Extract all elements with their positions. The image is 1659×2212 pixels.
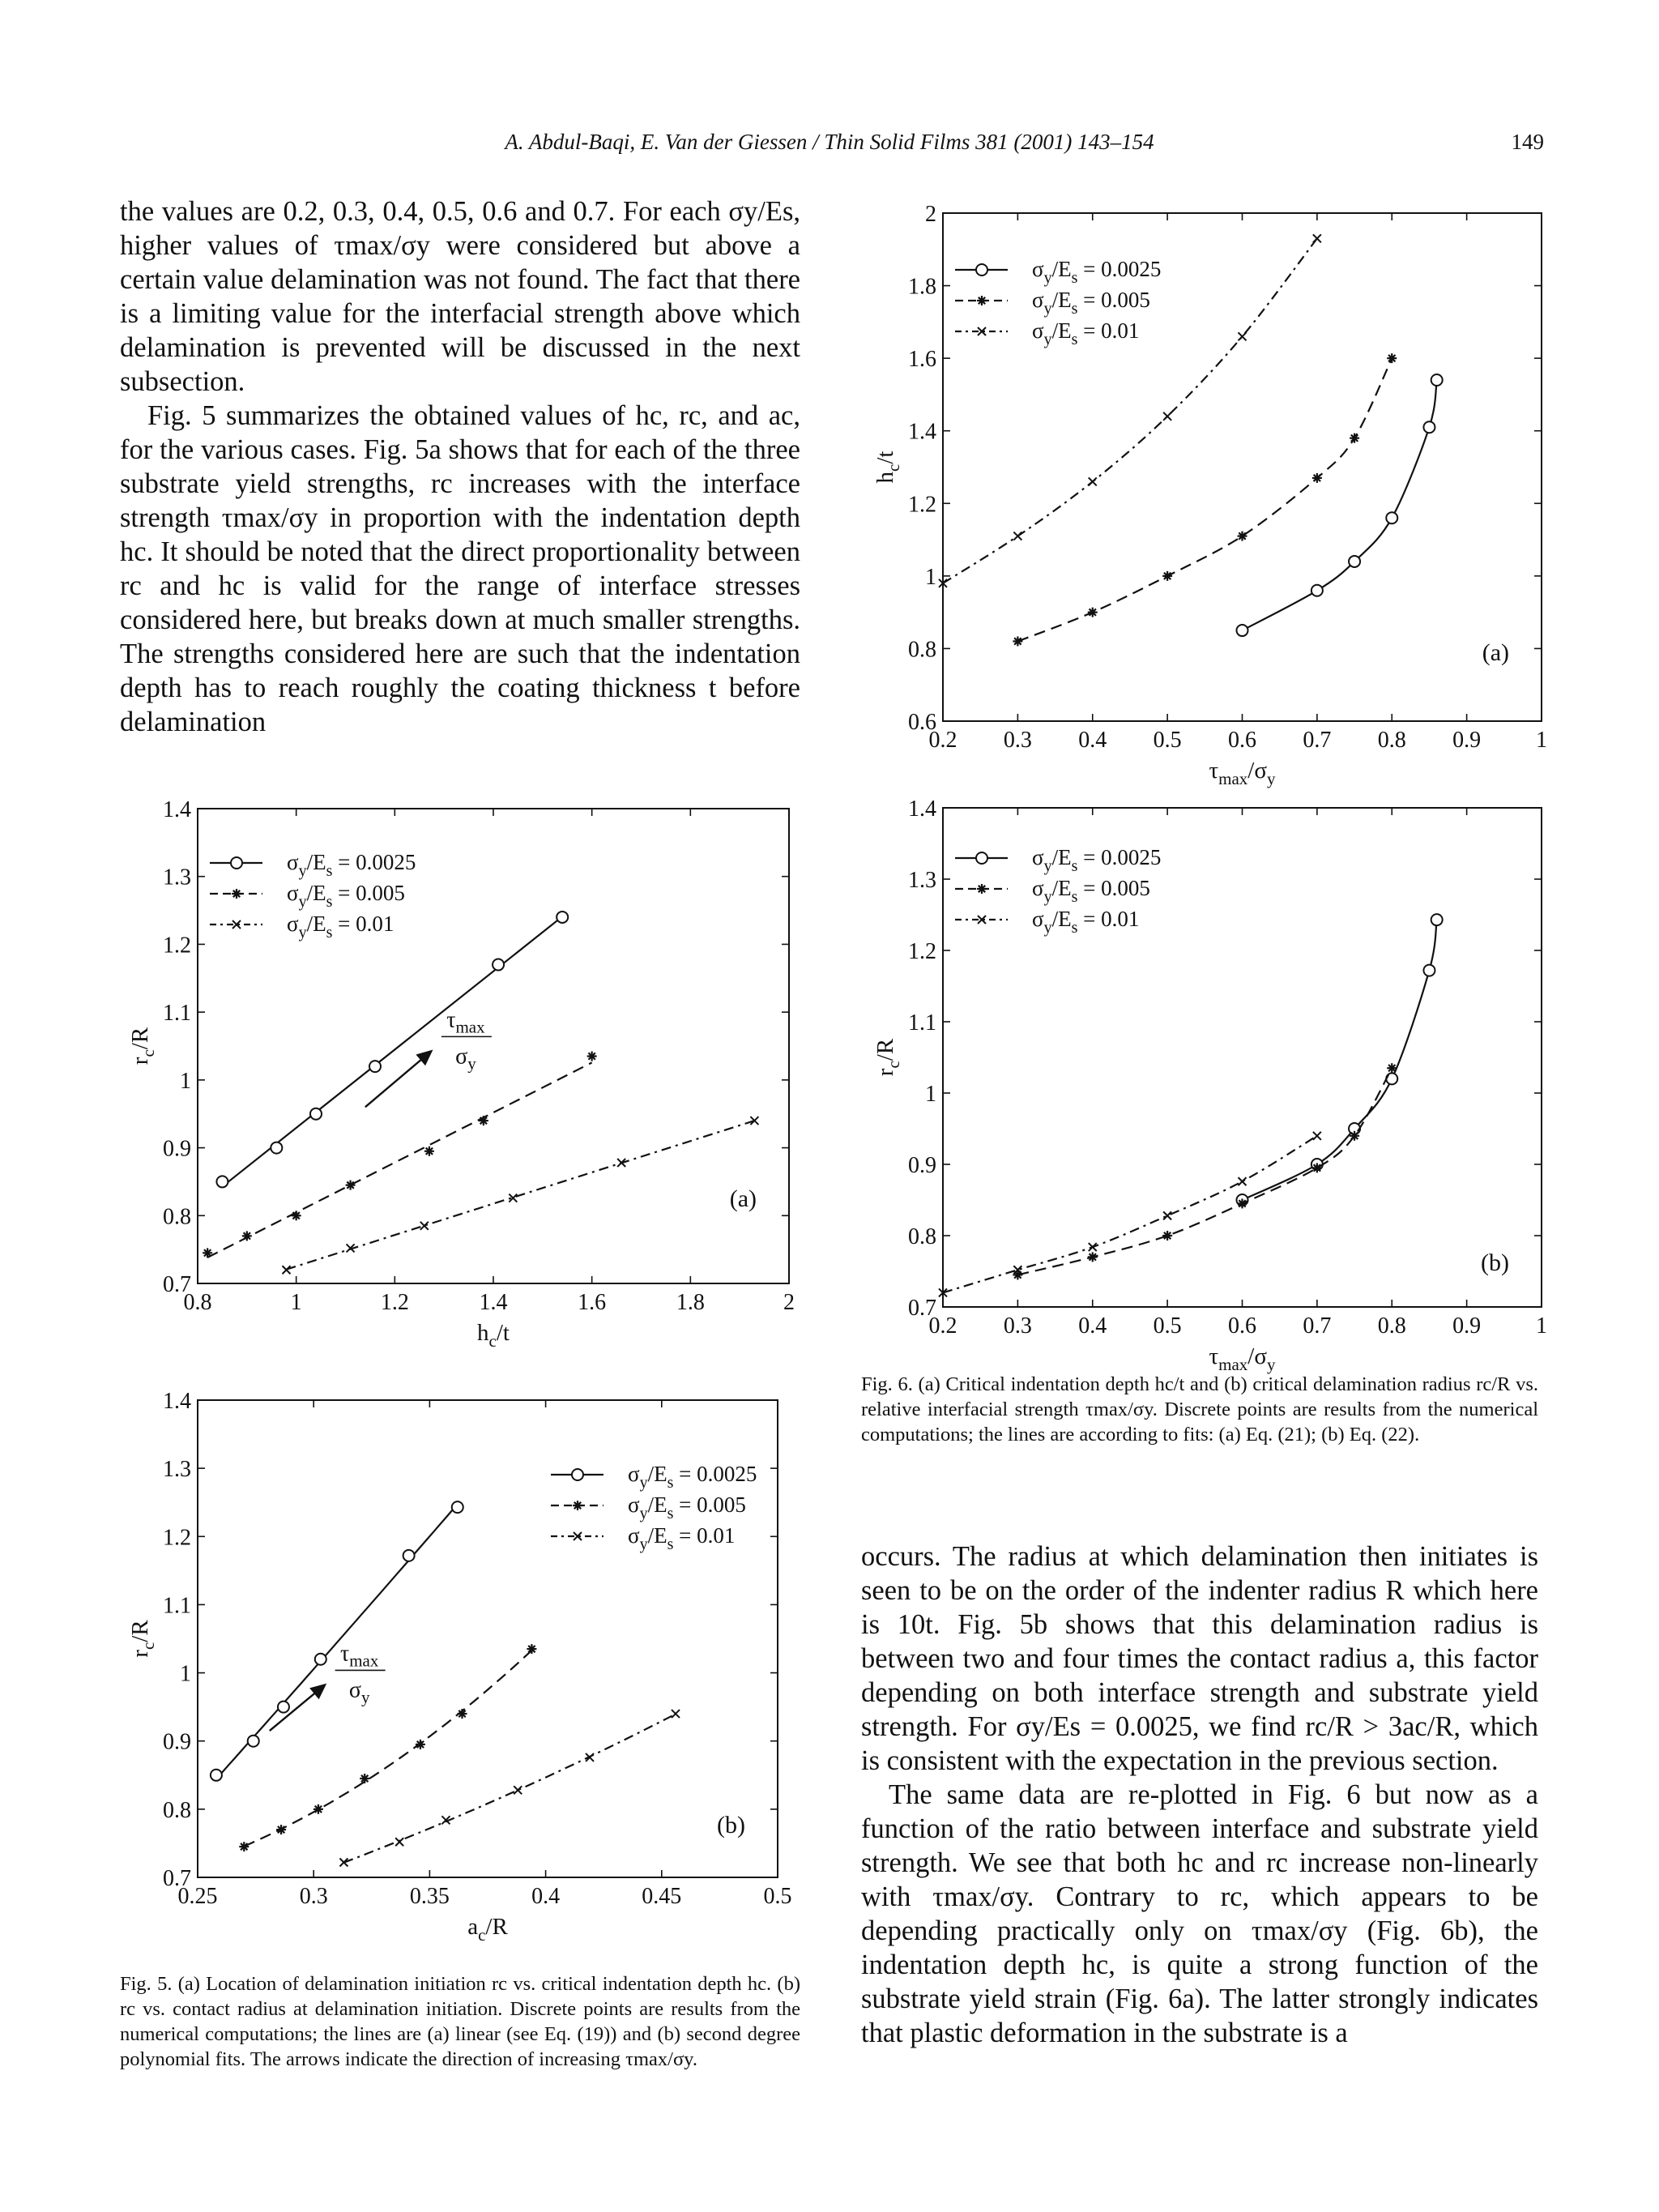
x-tick-label: 0.8 bbox=[1377, 1313, 1406, 1339]
data-point-star bbox=[424, 1147, 434, 1156]
data-point-circle bbox=[1431, 914, 1443, 925]
arrow-label-numerator: $\tau_{max}$ bbox=[339, 1641, 379, 1671]
x-tick-label: 0.4 bbox=[1078, 1313, 1107, 1339]
legend-label: $\sigma_y/E_s = 0.0025$ bbox=[287, 850, 416, 880]
y-tick-label: 0.7 bbox=[163, 1272, 191, 1297]
x-tick-label: 0.9 bbox=[1452, 728, 1482, 753]
paragraph: Fig. 5 summarizes the obtained values of hc, rc, and ac, for the various cases. Fig. 5a shows that for each of the three substrate yield strengths, rc increases with the interface strength τmax/σy in proportion with the indentation depth hc. It should be noted that the direct proportionality between rc and hc is valid for the range of interface stresses considered here, but breaks down at much smaller strengths. The strengths considered here are such that the indentation depth has to reach roughly the coating thickness t before delamination bbox=[120, 400, 800, 737]
series bbox=[216, 912, 568, 1187]
y-tick-label: 0.7 bbox=[163, 1866, 191, 1891]
panel-label: (a) bbox=[1482, 639, 1509, 666]
x-tick-label: 0.4 bbox=[1078, 728, 1107, 753]
y-tick-label: 1 bbox=[180, 1661, 191, 1687]
data-point-star bbox=[457, 1709, 467, 1719]
data-point-circle bbox=[315, 1654, 326, 1665]
data-point-x bbox=[672, 1710, 680, 1718]
legend-label: $\sigma_y/E_s = 0.005$ bbox=[1032, 876, 1150, 906]
data-point-circle bbox=[231, 857, 242, 869]
x-tick-label: 0.2 bbox=[928, 728, 957, 753]
data-point-star bbox=[416, 1740, 425, 1749]
data-point-star bbox=[346, 1181, 356, 1190]
fit-line bbox=[1243, 920, 1437, 1200]
data-point-circle bbox=[572, 1469, 583, 1480]
y-tick-label: 0.8 bbox=[163, 1204, 191, 1230]
legend bbox=[210, 850, 416, 942]
x-tick-label: 0.5 bbox=[1153, 1313, 1182, 1339]
data-point-star bbox=[1088, 1252, 1098, 1262]
x-tick-label: 0.3 bbox=[1003, 728, 1032, 753]
panel-label: (a) bbox=[729, 1185, 757, 1212]
legend-label: $\sigma_y/E_s = 0.01$ bbox=[628, 1523, 736, 1553]
fig5a-chart bbox=[120, 794, 808, 1369]
data-point-x bbox=[1013, 532, 1021, 540]
data-point-circle bbox=[216, 1176, 228, 1187]
y-tick-label: 0.9 bbox=[163, 1729, 191, 1755]
data-point-star bbox=[1312, 1163, 1322, 1172]
data-point-circle bbox=[557, 912, 568, 923]
y-tick-label: 1.3 bbox=[163, 865, 191, 890]
x-tick-label: 0.45 bbox=[642, 1884, 682, 1909]
data-point-x bbox=[1313, 234, 1321, 242]
data-point-star bbox=[1350, 433, 1359, 443]
data-point-x bbox=[395, 1838, 403, 1846]
legend-label: $\sigma_y/E_s = 0.005$ bbox=[287, 881, 405, 911]
y-tick-label: 1.1 bbox=[163, 1593, 191, 1619]
body-text-right-column bbox=[861, 1539, 1538, 2050]
legend-label: $\sigma_y/E_s = 0.01$ bbox=[287, 912, 394, 942]
data-point-star bbox=[313, 1804, 323, 1814]
x-tick-label: 1 bbox=[1536, 1313, 1547, 1339]
fig6-caption: Fig. 6. (a) Critical indentation depth hc/t and (b) critical delamination radius rc/R vs. relative interfacial strength τmax/σy. Discrete points are results from the numerical computations; the lines are according to fits: (a) Eq. (21); (b) Eq. (22). bbox=[861, 1373, 1538, 1445]
x-axis-label: $\tau_{max}/\sigma_y$ bbox=[1209, 1343, 1276, 1374]
series bbox=[939, 1132, 1321, 1297]
fit-line bbox=[343, 1714, 676, 1862]
direction-arrow bbox=[365, 1049, 433, 1107]
fig5-caption: Fig. 5. (a) Location of delamination initiation rc vs. critical indentation depth hc. (b) rc vs. contact radius at delamination initiation. Discrete points are results from the numerical computations; the lines are (a) linear (see Eq. (19)) and (b) second degree polynomial fits. The arrows indicate the direction of increasing τmax/σy. bbox=[120, 1973, 800, 2070]
legend-label: $\sigma_y/E_s = 0.005$ bbox=[628, 1492, 746, 1522]
data-point-x bbox=[1089, 1243, 1097, 1251]
x-tick-label: 1 bbox=[1536, 728, 1547, 753]
data-point-circle bbox=[403, 1550, 415, 1561]
x-tick-label: 0.3 bbox=[1003, 1313, 1032, 1339]
legend bbox=[955, 257, 1161, 348]
y-tick-label: 0.6 bbox=[908, 710, 936, 735]
data-point-star bbox=[239, 1842, 249, 1851]
data-point-circle bbox=[1423, 421, 1435, 433]
x-tick-label: 0.6 bbox=[1228, 1313, 1256, 1339]
data-point-x bbox=[283, 1266, 291, 1274]
data-point-x bbox=[1239, 1177, 1247, 1185]
legend-label: $\sigma_y/E_s = 0.01$ bbox=[1032, 318, 1140, 348]
data-point-star bbox=[587, 1052, 597, 1061]
running-title: A. Abdul-Baqi, E. Van der Giessen / Thin Solid Films 381 (2001) 143–154 bbox=[505, 130, 1154, 154]
data-point-x bbox=[420, 1222, 429, 1230]
fit-line bbox=[207, 1062, 592, 1258]
x-tick-label: 0.7 bbox=[1303, 1313, 1332, 1339]
arrow-label-denominator: $\sigma_y$ bbox=[455, 1044, 476, 1074]
data-point-circle bbox=[278, 1702, 289, 1713]
data-point-star bbox=[479, 1116, 488, 1125]
y-tick-label: 1.1 bbox=[908, 1010, 936, 1036]
y-tick-label: 0.7 bbox=[908, 1296, 936, 1321]
fig6a-chart bbox=[872, 202, 1555, 790]
data-point-circle bbox=[1237, 625, 1248, 636]
x-tick-label: 0.8 bbox=[1377, 728, 1406, 753]
y-tick-label: 1.4 bbox=[908, 796, 936, 822]
data-point-x bbox=[1163, 412, 1171, 421]
x-tick-label: 1.8 bbox=[676, 1290, 705, 1315]
data-point-circle bbox=[211, 1770, 222, 1781]
arrow-label-denominator: $\sigma_y$ bbox=[348, 1677, 370, 1707]
fit-line bbox=[1017, 358, 1392, 641]
legend-label: $\sigma_y/E_s = 0.0025$ bbox=[1032, 845, 1162, 875]
data-point-star bbox=[1238, 1198, 1247, 1208]
fit-line bbox=[287, 1121, 755, 1270]
data-point-star bbox=[1013, 636, 1022, 646]
fit-line bbox=[943, 1136, 1317, 1293]
y-tick-label: 1.1 bbox=[163, 1001, 191, 1027]
y-tick-label: 1.6 bbox=[908, 347, 936, 373]
y-tick-label: 1.2 bbox=[163, 933, 191, 959]
x-tick-label: 1.6 bbox=[578, 1290, 607, 1315]
running-header bbox=[0, 130, 1659, 162]
x-tick-label: 0.8 bbox=[183, 1290, 212, 1315]
data-point-circle bbox=[271, 1142, 282, 1154]
data-point-star bbox=[232, 889, 241, 899]
y-tick-label: 1 bbox=[925, 1082, 936, 1107]
legend-label: $\sigma_y/E_s = 0.0025$ bbox=[628, 1462, 757, 1492]
x-tick-label: 0.6 bbox=[1228, 728, 1256, 753]
data-point-circle bbox=[1349, 556, 1360, 567]
fit-line bbox=[244, 1650, 531, 1847]
y-axis-label: $r_c/R$ bbox=[872, 1038, 903, 1077]
data-point-star bbox=[1387, 1063, 1397, 1073]
legend-label: $\sigma_y/E_s = 0.005$ bbox=[1032, 288, 1150, 318]
data-point-x bbox=[1089, 477, 1097, 485]
fig5b-chart bbox=[120, 1386, 808, 1969]
x-tick-label: 0.9 bbox=[1452, 1313, 1482, 1339]
fit-line bbox=[1017, 1068, 1392, 1275]
data-point-star bbox=[977, 296, 987, 305]
arrow-label-numerator: $\tau_{max}$ bbox=[446, 1007, 485, 1037]
x-tick-label: 0.5 bbox=[1153, 728, 1182, 753]
x-tick-label: 0.35 bbox=[409, 1884, 450, 1909]
y-tick-label: 1.3 bbox=[908, 868, 936, 893]
data-point-star bbox=[1350, 1131, 1359, 1141]
data-point-circle bbox=[1423, 965, 1435, 976]
data-point-star bbox=[203, 1248, 212, 1258]
data-point-star bbox=[1312, 473, 1322, 483]
series bbox=[1013, 353, 1397, 646]
plot-frame bbox=[198, 809, 789, 1283]
y-tick-label: 0.9 bbox=[163, 1136, 191, 1162]
data-point-star bbox=[1238, 532, 1247, 541]
y-tick-label: 1.4 bbox=[163, 1389, 191, 1414]
data-point-circle bbox=[310, 1108, 322, 1120]
x-tick-label: 0.25 bbox=[177, 1884, 218, 1909]
x-tick-label: 1.2 bbox=[380, 1290, 409, 1315]
x-tick-label: 2 bbox=[783, 1290, 795, 1315]
series bbox=[211, 1501, 463, 1781]
y-tick-label: 1 bbox=[180, 1068, 191, 1094]
data-point-star bbox=[573, 1501, 582, 1510]
y-tick-label: 1 bbox=[925, 564, 936, 590]
panel-label: (b) bbox=[717, 1812, 745, 1838]
x-axis-label: $\tau_{max}/\sigma_y$ bbox=[1209, 758, 1276, 788]
fig6b-chart bbox=[872, 794, 1555, 1377]
y-tick-label: 1.3 bbox=[163, 1457, 191, 1483]
y-tick-label: 2 bbox=[925, 202, 936, 227]
data-point-star bbox=[1387, 353, 1397, 363]
data-point-circle bbox=[976, 264, 987, 275]
x-axis-label: $a_c/R$ bbox=[467, 1914, 508, 1945]
panel-label: (b) bbox=[1481, 1249, 1509, 1276]
data-point-x bbox=[1163, 1211, 1171, 1219]
data-point-circle bbox=[369, 1061, 381, 1072]
y-tick-label: 0.8 bbox=[163, 1797, 191, 1823]
data-point-x bbox=[1313, 1132, 1321, 1140]
data-point-star bbox=[1162, 1231, 1172, 1241]
data-point-circle bbox=[1386, 512, 1397, 523]
y-axis-label: $r_c/R$ bbox=[127, 1027, 158, 1065]
y-tick-label: 0.9 bbox=[908, 1153, 936, 1178]
legend-label: $\sigma_y/E_s = 0.0025$ bbox=[1032, 257, 1162, 287]
data-point-circle bbox=[1431, 374, 1443, 386]
page-number: 149 bbox=[1511, 130, 1544, 154]
data-point-circle bbox=[493, 959, 504, 971]
legend bbox=[955, 845, 1161, 937]
y-tick-label: 1.4 bbox=[908, 419, 936, 445]
legend-label: $\sigma_y/E_s = 0.01$ bbox=[1032, 907, 1140, 937]
series bbox=[239, 1644, 536, 1851]
y-tick-label: 1.2 bbox=[908, 939, 936, 964]
series bbox=[1237, 914, 1443, 1206]
data-point-circle bbox=[248, 1736, 259, 1747]
data-point-star bbox=[1162, 571, 1172, 581]
series bbox=[1013, 1063, 1397, 1279]
data-point-x bbox=[514, 1786, 522, 1794]
y-tick-label: 1.8 bbox=[908, 274, 936, 300]
data-point-star bbox=[276, 1825, 286, 1834]
x-tick-label: 0.7 bbox=[1303, 728, 1332, 753]
x-tick-label: 0.4 bbox=[531, 1884, 561, 1909]
x-tick-label: 0.3 bbox=[299, 1884, 328, 1909]
legend bbox=[551, 1462, 757, 1553]
data-point-circle bbox=[1311, 585, 1323, 596]
x-tick-label: 1.4 bbox=[479, 1290, 508, 1315]
x-tick-label: 1 bbox=[290, 1290, 302, 1315]
data-point-circle bbox=[452, 1501, 463, 1513]
y-tick-label: 1.2 bbox=[908, 492, 936, 518]
data-point-star bbox=[1088, 608, 1098, 617]
y-tick-label: 1.4 bbox=[163, 797, 191, 822]
series bbox=[1237, 374, 1443, 636]
paragraph: the values are 0.2, 0.3, 0.4, 0.5, 0.6 and 0.7. For each σy/Es, higher values of τmax/σy were considered but above a certain value delamination was not found. The fact that there is a limiting value for the interfacial strength above which delamination is prevented will be discussed in the next subsection. bbox=[120, 196, 800, 397]
y-axis-label: $h_c/t$ bbox=[872, 451, 903, 484]
data-point-star bbox=[292, 1211, 301, 1220]
y-tick-label: 1.2 bbox=[163, 1525, 191, 1551]
x-tick-label: 0.2 bbox=[928, 1313, 957, 1339]
y-tick-label: 0.8 bbox=[908, 637, 936, 663]
body-text-left-column bbox=[120, 194, 800, 739]
data-point-star bbox=[977, 884, 987, 894]
paragraph: occurs. The radius at which delamination then initiates is seen to be on the order of the indenter radius R which here is 10t. Fig. 5b shows that this delamination radius is between two and four times the contact radius a, this factor depending on both interface strength and substrate yield strength. For σy/Es = 0.0025, we find rc/R > 3ac/R, which is consistent with the expectation in the previous section. bbox=[861, 1541, 1538, 1776]
series bbox=[283, 1117, 759, 1274]
paragraph: The same data are re-plotted in Fig. 6 but now as a function of the ratio between interface and substrate yield strength. We see that both hc and rc increase non-linearly with τmax/σy. Contrary to rc, which appears to be depending practically only on τmax/σy (Fig. 6b), the indentation depth hc, is quite a strong function of the substrate yield strain (Fig. 6a). The latter strongly indicates that plastic deformation in the substrate is a bbox=[861, 1779, 1538, 2048]
x-axis-label: $h_c/t$ bbox=[477, 1320, 510, 1351]
x-tick-label: 0.5 bbox=[763, 1884, 792, 1909]
data-point-star bbox=[360, 1774, 369, 1783]
y-axis-label: $r_c/R$ bbox=[127, 1620, 158, 1658]
data-point-circle bbox=[976, 852, 987, 864]
data-point-star bbox=[527, 1644, 536, 1654]
y-tick-label: 0.8 bbox=[908, 1224, 936, 1249]
data-point-x bbox=[1239, 332, 1247, 340]
series bbox=[339, 1710, 680, 1866]
fit-line bbox=[1243, 380, 1437, 630]
